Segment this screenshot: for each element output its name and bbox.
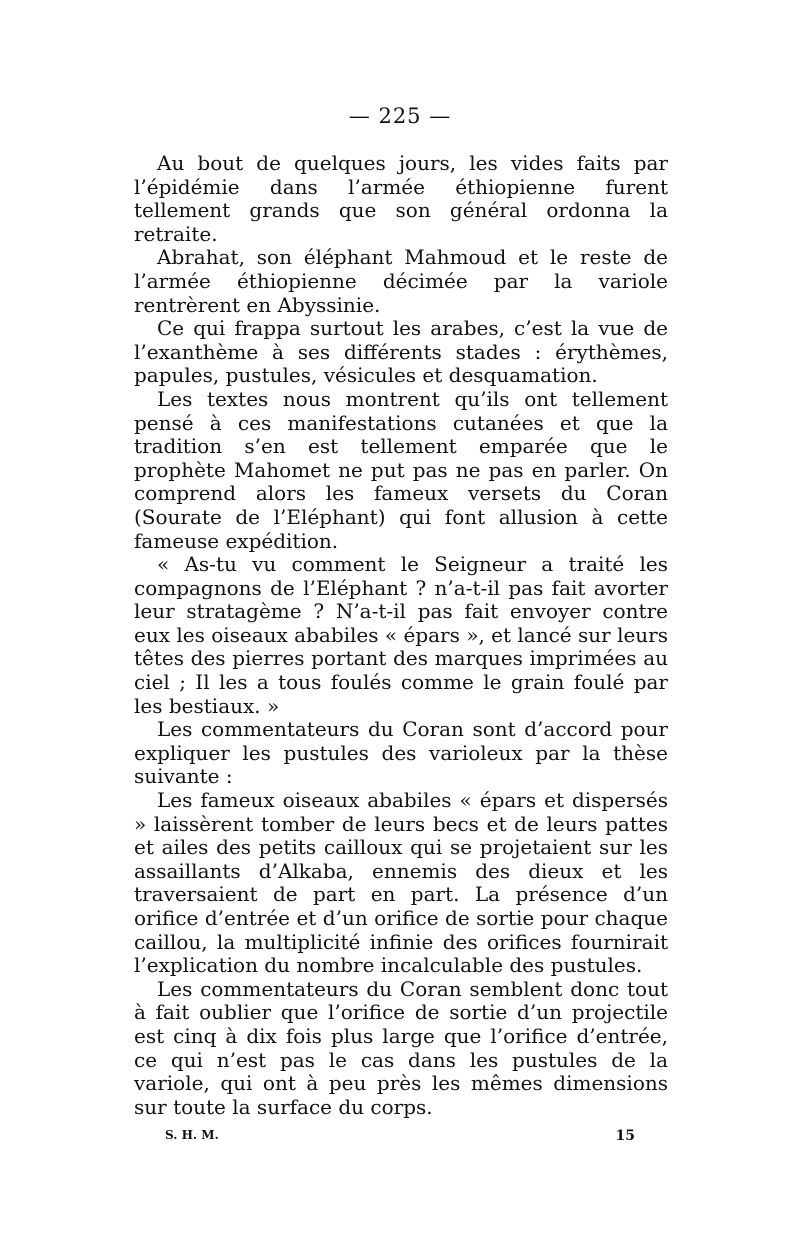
- quotation-paragraph: « As-tu vu comment le Seigneur a traité les compagnons de l’Eléphant ? n’a-t-il pas fait avorter leur stratagème ? N’a-t-il pas fait envoyer contre eux les oiseaux ababiles « épars », et lancé sur leurs têtes des pierres portant des marques imprimées au ciel ; Il les a tous foulés comme le grain foulé par les bestiaux. »: [134, 552, 669, 718]
- page-footer: [165, 1128, 635, 1144]
- paragraph: Ce qui frappa surtout les arabes, c’est la vue de l’exanthème à ses différents stades : érythèmes, papules, pustules, vésicules et desquamation.: [134, 316, 668, 388]
- paragraph: Au bout de quelques jours, les vides faits par l’épidémie dans l’armée éthiopienne furent tellement grands que son général ordonna la retraite.: [134, 151, 668, 246]
- paragraph: Les textes nous montrent qu’ils ont tellement pensé à ces manifestations cutanées et que la tradition s’en est tellement emparée que le prophète Mahomet ne put pas ne pas en parler. On comprend alors les fameux versets du Coran (Sourate de l’Eléphant) qui font allusion à cette fameuse expédition.: [134, 386, 668, 553]
- paragraph: Les commentateurs du Coran sont d’accord pour expliquer les pustules des varioleux par la thèse suivante :: [134, 717, 668, 789]
- paragraph: Abrahat, son éléphant Mahmoud et le reste de l’armée éthiopienne décimée par la variole rentrèrent en Abyssinie.: [134, 245, 668, 317]
- paragraph: Les commentateurs du Coran semblent donc tout à fait oublier que l’orifice de sortie d’un projectile est cinq à dix fois plus large que l’orifice d’entrée, ce qui n’est pas le cas dans les pustules de la variole, qui ont à peu près les mêmes dimensions sur toute la surface du corps.: [134, 976, 668, 1119]
- body-text: [134, 152, 668, 1119]
- printer-signature-number: 15: [615, 1128, 635, 1144]
- printer-signature-left: S. H. M.: [165, 1128, 219, 1142]
- paragraph: Les fameux oiseaux ababiles « épars et dispersés » laissèrent tomber de leurs becs et de leurs pattes et ailes des petits cailloux qui se projetaient sur les assaillants d’Alkaba, ennemis des dieux et les traversaient de part en part. La présence d’un orifice d’entrée et d’un orifice de sortie pour chaque caillou, la multiplicité infinie des orifices fournirait l’explication du nombre incalculable des pustules.: [134, 788, 668, 978]
- page-number: — 225 —: [348, 104, 452, 128]
